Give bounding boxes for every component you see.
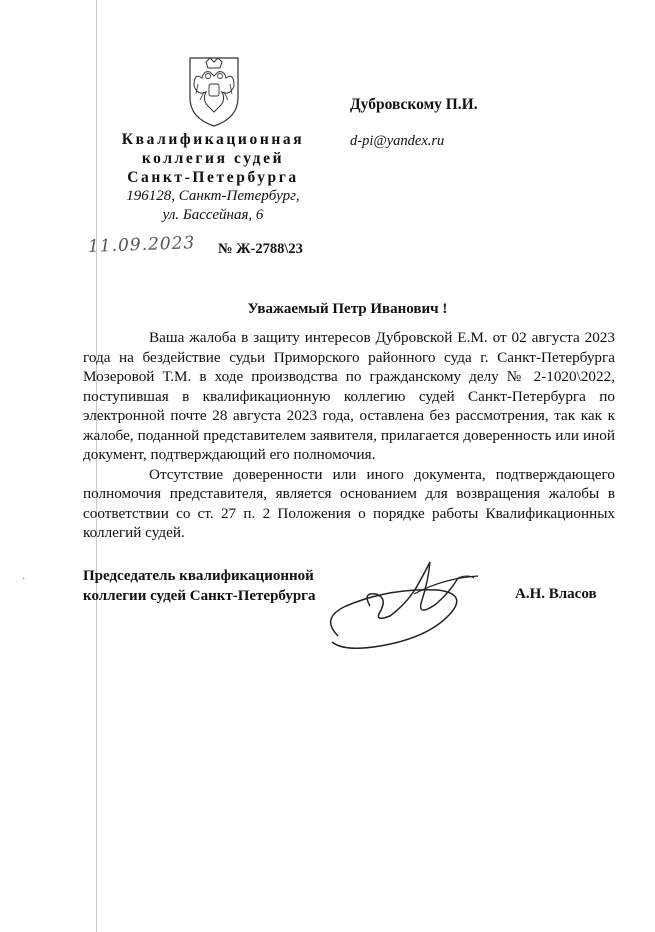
org-address-line1: 196128, Санкт-Петербург, xyxy=(126,188,300,204)
signer-name: А.Н. Власов xyxy=(515,586,597,602)
coat-of-arms-icon xyxy=(184,48,244,128)
letter-body xyxy=(83,328,615,543)
signer-title-line2: коллегии судей Санкт-Петербурга xyxy=(83,588,316,604)
reference-number: № Ж-2788\23 xyxy=(218,241,303,257)
handwritten-date: 11.09.2023 xyxy=(87,233,196,257)
scan-artifact: · xyxy=(22,574,26,585)
body-paragraph-2: Отсутствие доверенности или иного документа, подтверждающего полномочия представителя, является основанием для возвращения жалобы в соответствии со ст. 27 п. 2 Положения о порядке работы Квалификационных коллегий судей. xyxy=(83,465,615,541)
org-name-line2: коллегия судей xyxy=(141,150,285,167)
salutation xyxy=(0,301,655,318)
recipient-email: d-pi@yandex.ru xyxy=(350,133,445,149)
signer-title-line1: Председатель квалификационной xyxy=(83,568,314,584)
organization-header xyxy=(98,130,328,225)
signer-title xyxy=(83,566,316,606)
body-paragraph-1: Ваша жалоба в защиту интересов Дубровской Е.М. от 02 августа 2023 года на бездействие судьи Приморского районного суда г. Санкт-Петербурга Мозеровой Т.М. в ходе производства по гражданскому делу № 2-1020\2022, поступившая в квалификационную коллегию судей Санкт-Петербурга по электронной почте 28 августа 2023 года, оставлена без рассмотрения, так как к жалобе, поданной представителем заявителя, прилагается доверенность или иной документ, подтверждающий его полномочия. xyxy=(83,329,615,463)
org-name-line1: Квалификационная xyxy=(121,131,305,148)
signature-icon xyxy=(318,548,488,658)
salutation-text: Уважаемый Петр Иванович ! xyxy=(247,301,448,317)
recipient-name: Дубровскому П.И. xyxy=(350,96,478,113)
org-address-line2: ул. Бассейная, 6 xyxy=(162,207,264,223)
org-name-line3: Санкт-Петербурга xyxy=(127,169,299,186)
